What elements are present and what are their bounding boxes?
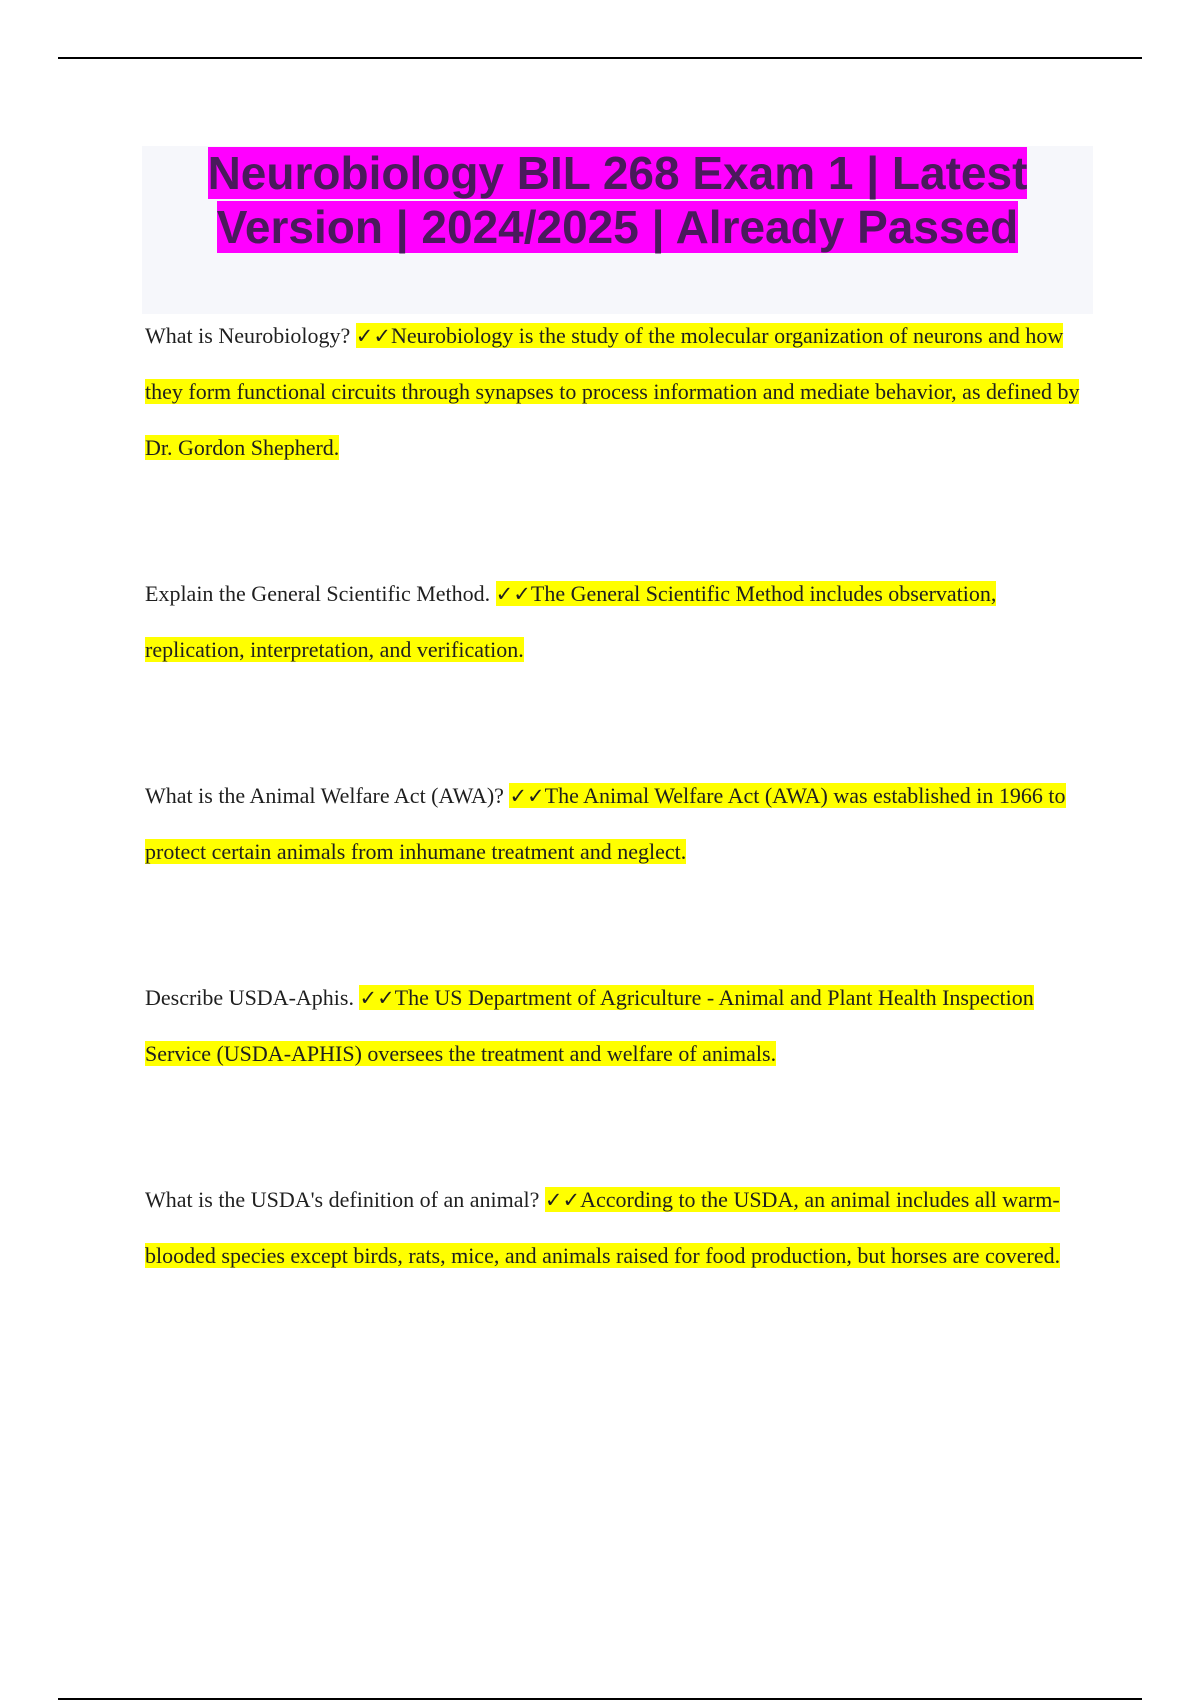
qa-item bbox=[145, 970, 1085, 1082]
question-text: Explain the General Scientific Method. bbox=[145, 581, 491, 606]
qa-item bbox=[145, 308, 1085, 476]
answer-text: The General Scientific Method includes observation, replication, interpretation, and verification. bbox=[145, 581, 997, 662]
double-check-icon: ✓✓ bbox=[355, 324, 391, 348]
qa-list bbox=[145, 308, 1085, 1284]
question-text: Describe USDA-Aphis. bbox=[145, 985, 354, 1010]
qa-item bbox=[145, 768, 1085, 880]
question-text: What is Neurobiology? bbox=[145, 323, 351, 348]
title-banner bbox=[142, 146, 1093, 314]
top-rule bbox=[58, 57, 1142, 59]
double-check-icon: ✓✓ bbox=[359, 986, 395, 1010]
document-title bbox=[142, 146, 1093, 254]
double-check-icon: ✓✓ bbox=[544, 1188, 581, 1212]
double-check-icon: ✓✓ bbox=[495, 582, 531, 606]
answer-text: The US Department of Agriculture - Animal and Plant Health Inspection Service (USDA-APHIS) oversees the treatment and welfare of animals. bbox=[145, 985, 1034, 1066]
answer-text: Neurobiology is the study of the molecular organization of neurons and how they form functional circuits through synapses to process information and mediate behavior, as defined by Dr. Gordon Shepherd. bbox=[145, 323, 1080, 460]
question-text: What is the USDA's definition of an animal? bbox=[145, 1187, 540, 1212]
question-text: What is the Animal Welfare Act (AWA)? bbox=[145, 783, 504, 808]
qa-item bbox=[145, 566, 1085, 678]
qa-item bbox=[145, 1172, 1085, 1284]
answer-text: According to the USDA, an animal includes all warm-blooded species except birds, rats, mice, and animals raised for food production, but horses are covered. bbox=[145, 1187, 1061, 1268]
double-check-icon: ✓✓ bbox=[509, 784, 545, 808]
document-title-text: Neurobiology BIL 268 Exam 1 | Latest Version | 2024/2025 | Already Passed bbox=[207, 147, 1028, 253]
answer-text: The Animal Welfare Act (AWA) was established in 1966 to protect certain animals from inhumane treatment and neglect. bbox=[145, 783, 1066, 864]
